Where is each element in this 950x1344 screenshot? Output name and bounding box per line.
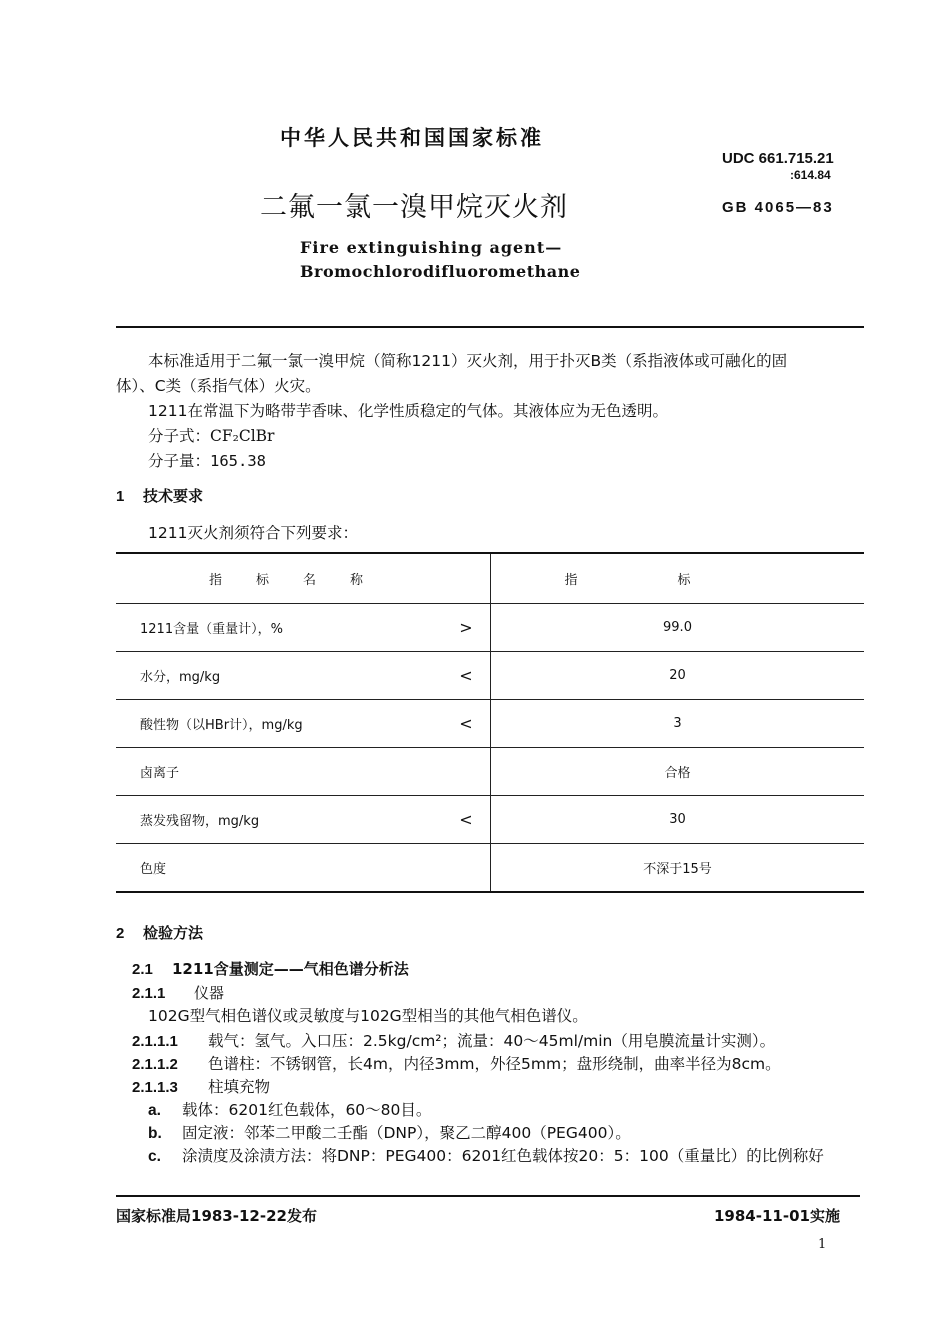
item-2-1-1-2-number: 2.1.1.2 (132, 1056, 178, 1073)
udc-code-continued: :614.84 (790, 168, 831, 182)
intro-para1-line2: 体）、C类（系指气体）火灾。 (116, 377, 321, 395)
row-value: 99.0 (491, 604, 865, 652)
table-row (116, 844, 864, 893)
item-2-1-1-2 (132, 1052, 781, 1074)
document-title-en-line1: Fire extinguishing agent— (300, 238, 563, 257)
section1-title: 技术要求 (143, 487, 204, 505)
list-item-c (148, 1144, 824, 1166)
item-2-1-1-2-text: 色谱柱：不锈钢管，长4m，内径3mm，外径5mm；盘形绕制，曲率半径为8cm。 (208, 1055, 781, 1073)
header-indicator-value: 指标 (491, 553, 865, 604)
table-row (116, 748, 864, 796)
subsection-2-1-number: 2.1 (132, 961, 153, 978)
list-item-a-label: a. (148, 1102, 161, 1119)
header-indicator-name: 指标名称 (116, 553, 491, 604)
subsection-2-1-title: 1211含量测定——气相色谱分析法 (172, 960, 409, 978)
gb-number: GB 4065—83 (722, 199, 834, 216)
section2-title: 检验方法 (143, 924, 204, 942)
row-name: 卤离子 (116, 748, 442, 796)
item-2-1-1-1-number: 2.1.1.1 (132, 1033, 178, 1050)
item-2-1-1-3-number: 2.1.1.3 (132, 1079, 178, 1096)
table-row (116, 652, 864, 700)
list-item-b-label: b. (148, 1125, 162, 1142)
row-name: 色度 (116, 844, 442, 893)
formula-label: 分子式： (148, 427, 211, 445)
row-value: 30 (491, 796, 865, 844)
row-operator: < (442, 652, 491, 700)
list-item-b (148, 1121, 631, 1143)
document-title-en-line2: Bromochlorodifluoromethane (300, 262, 581, 281)
document-title-cn: 二氟一氯一溴甲烷灭火剂 (260, 192, 568, 223)
table-row (116, 796, 864, 844)
header-divider (116, 326, 864, 328)
subsection-2-1-1 (132, 982, 224, 1003)
row-operator (442, 748, 491, 796)
row-name: 1211含量（重量计），% (116, 604, 442, 652)
row-name: 酸性物（以HBr计），mg/kg (116, 700, 442, 748)
list-item-c-text: 涂渍度及涂渍方法：将DNP：PEG400：6201红色载体按20：5：100（重量比）的比例称好 (182, 1147, 824, 1165)
row-name: 蒸发残留物，mg/kg (116, 796, 442, 844)
subsection-2-1-1-title: 仪器 (194, 984, 225, 1002)
issue-date: 国家标准局1983-12-22发布 (116, 1207, 317, 1225)
footer-divider (116, 1195, 860, 1197)
page-number: 1 (818, 1237, 827, 1252)
intro-para1-line1: 本标准适用于二氟一氯一溴甲烷（简称1211）灭火剂，用于扑灭B类（系指液体或可融化的固 (148, 352, 788, 370)
section2-number: 2 (116, 925, 125, 942)
mw-value: 165.38 (210, 452, 267, 470)
list-item-c-label: c. (148, 1148, 161, 1165)
molecular-weight-line (148, 449, 266, 471)
effective-date: 1984-11-01实施 (714, 1207, 840, 1225)
formula-value: CF₂ClBr (210, 427, 275, 445)
row-operator (442, 844, 491, 893)
row-name: 水分，mg/kg (116, 652, 442, 700)
row-operator: < (442, 700, 491, 748)
section1-lead: 1211灭火剂须符合下列要求： (148, 524, 358, 542)
list-item-b-text: 固定液：邻苯二甲酸二壬酯（DNP），聚乙二醇400（PEG400）。 (182, 1124, 631, 1142)
item-2-1-1-1-text: 载气：氢气。入口压：2.5kg/cm²；流量：40～45ml/min（用皂膜流量计实测）。 (208, 1032, 776, 1050)
item-2-1-1-1 (132, 1029, 775, 1051)
requirements-table (116, 552, 864, 893)
section1-number: 1 (116, 488, 125, 505)
mw-label: 分子量： (148, 452, 211, 470)
item-2-1-1-3-text: 柱填充物 (208, 1078, 271, 1096)
table-row (116, 700, 864, 748)
intro-para2: 1211在常温下为略带芋香味、化学性质稳定的气体。其液体应为无色透明。 (148, 402, 668, 420)
instrument-text: 102G型气相色谱仪或灵敏度与102G型相当的其他气相色谱仪。 (148, 1007, 588, 1025)
row-value: 3 (491, 700, 865, 748)
section1-heading (116, 485, 203, 506)
row-operator: < (442, 796, 491, 844)
subsection-2-1 (132, 958, 409, 979)
item-2-1-1-3 (132, 1075, 270, 1097)
list-item-a-text: 载体：6201红色载体，60～80目。 (182, 1101, 432, 1119)
udc-code: UDC 661.715.21 (722, 150, 834, 167)
section2-heading (116, 922, 203, 943)
standard-type-heading: 中华人民共和国国家标准 (280, 126, 544, 150)
row-value: 20 (491, 652, 865, 700)
row-value: 合格 (491, 748, 865, 796)
list-item-a (148, 1098, 431, 1120)
row-value: 不深于15号 (491, 844, 865, 893)
table-header-row (116, 553, 864, 604)
formula-line (148, 424, 274, 446)
row-operator: > (442, 604, 491, 652)
subsection-2-1-1-number: 2.1.1 (132, 985, 166, 1002)
table-row (116, 604, 864, 652)
